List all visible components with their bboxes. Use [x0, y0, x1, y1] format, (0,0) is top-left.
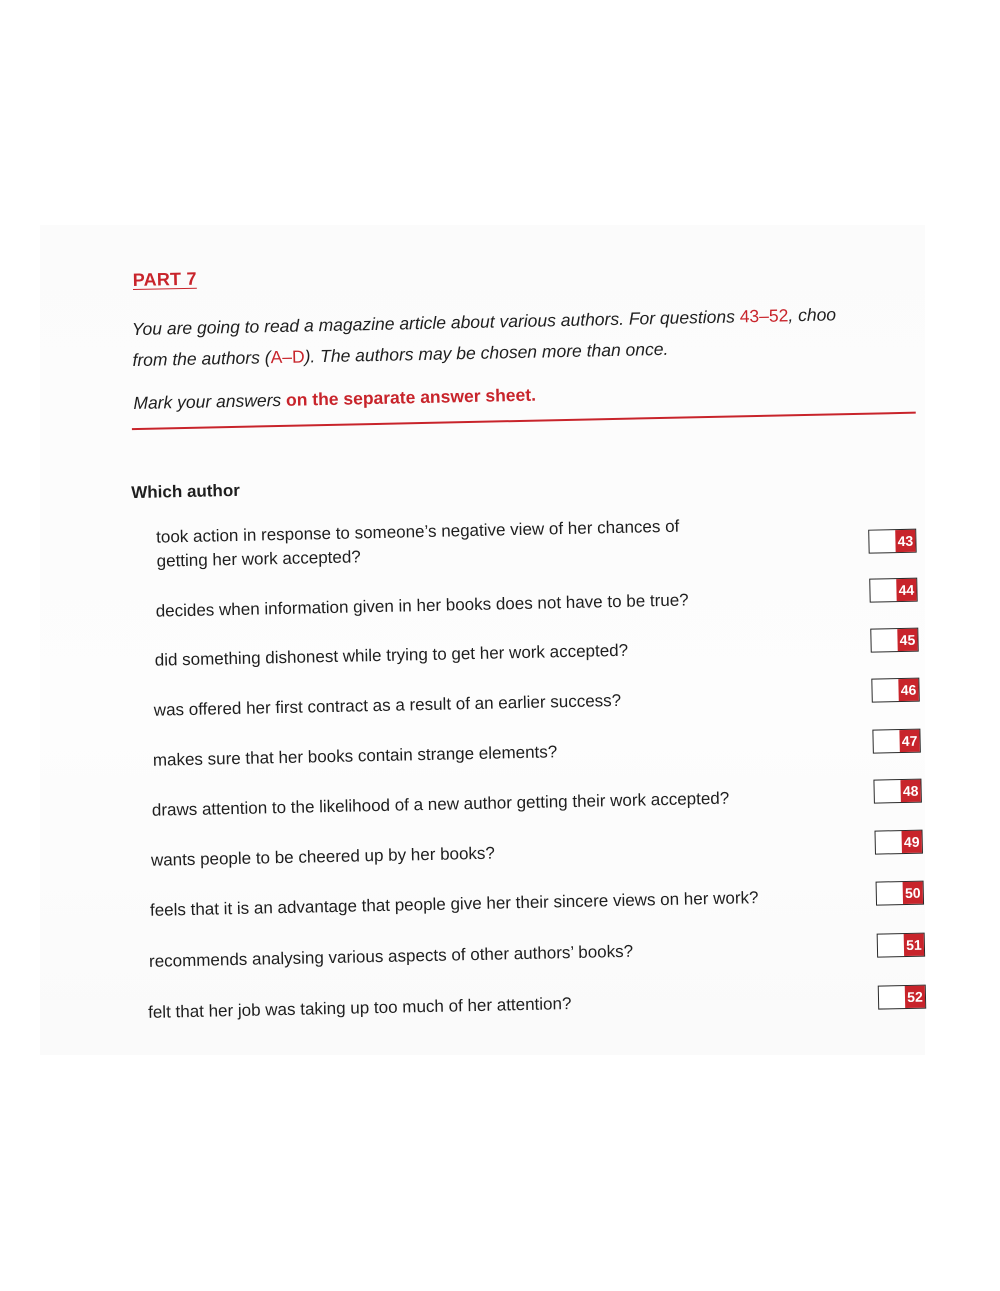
question-text: took action in response to someone’s negative view of her chances of getting her work accepted?: [155, 516, 680, 571]
answer-box-44[interactable]: [869, 578, 917, 603]
answer-box-52[interactable]: [878, 985, 926, 1010]
answer-box-49[interactable]: [874, 830, 922, 855]
instructions: [132, 298, 923, 377]
question-number: 44: [896, 579, 916, 601]
instructions-line-1: You are going to read a magazine article about various authors. For questions 43–52, choo: [131, 304, 837, 340]
question-number: 50: [903, 882, 923, 904]
question-text: makes sure that her books contain strange elements?: [152, 742, 558, 770]
question-text: wants people to be cheered up by her books?: [150, 843, 496, 870]
question-text: was offered her first contract as a result of an earlier success?: [153, 690, 622, 720]
answer-sheet-emphasis: on the separate answer sheet.: [285, 384, 537, 410]
question-number: 43: [895, 530, 915, 552]
question-number: 48: [900, 780, 920, 802]
part-title: PART 7: [132, 268, 197, 291]
question-number: 45: [897, 629, 917, 651]
question-text: feels that it is an advantage that people give her their sincere views on her work?: [149, 888, 759, 920]
answer-box-48[interactable]: [873, 779, 921, 804]
answer-box-51[interactable]: [877, 933, 925, 958]
question-heading: Which author: [131, 480, 241, 503]
instructions-line-2: from the authors (A–D). The authors may be chosen more than once.: [132, 338, 669, 371]
question-text: did something dishonest while trying to get her work accepted?: [154, 640, 629, 670]
question-number: 47: [899, 730, 919, 752]
question-number: 49: [902, 831, 922, 853]
question-text: felt that her job was taking up too much of her attention?: [147, 994, 572, 1022]
question-number: 52: [905, 986, 925, 1008]
question-text: recommends analysing various aspects of other authors’ books?: [148, 941, 634, 971]
author-range: A–D: [270, 346, 305, 368]
divider-rule: [132, 412, 916, 430]
answer-sheet-instruction: Mark your answers on the separate answer sheet.: [133, 384, 537, 414]
question-text: decides when information given in her books does not have to be true?: [155, 590, 689, 621]
question-range: 43–52: [739, 305, 789, 327]
answer-box-50[interactable]: [876, 881, 924, 906]
question-number: 46: [898, 679, 918, 701]
answer-box-47[interactable]: [872, 729, 920, 754]
answer-box-46[interactable]: [871, 678, 919, 703]
question-number: 51: [904, 934, 924, 956]
answer-box-45[interactable]: [870, 628, 918, 653]
question-text: draws attention to the likelihood of a new author getting their work accepted?: [151, 788, 730, 820]
answer-box-43[interactable]: [868, 529, 916, 554]
